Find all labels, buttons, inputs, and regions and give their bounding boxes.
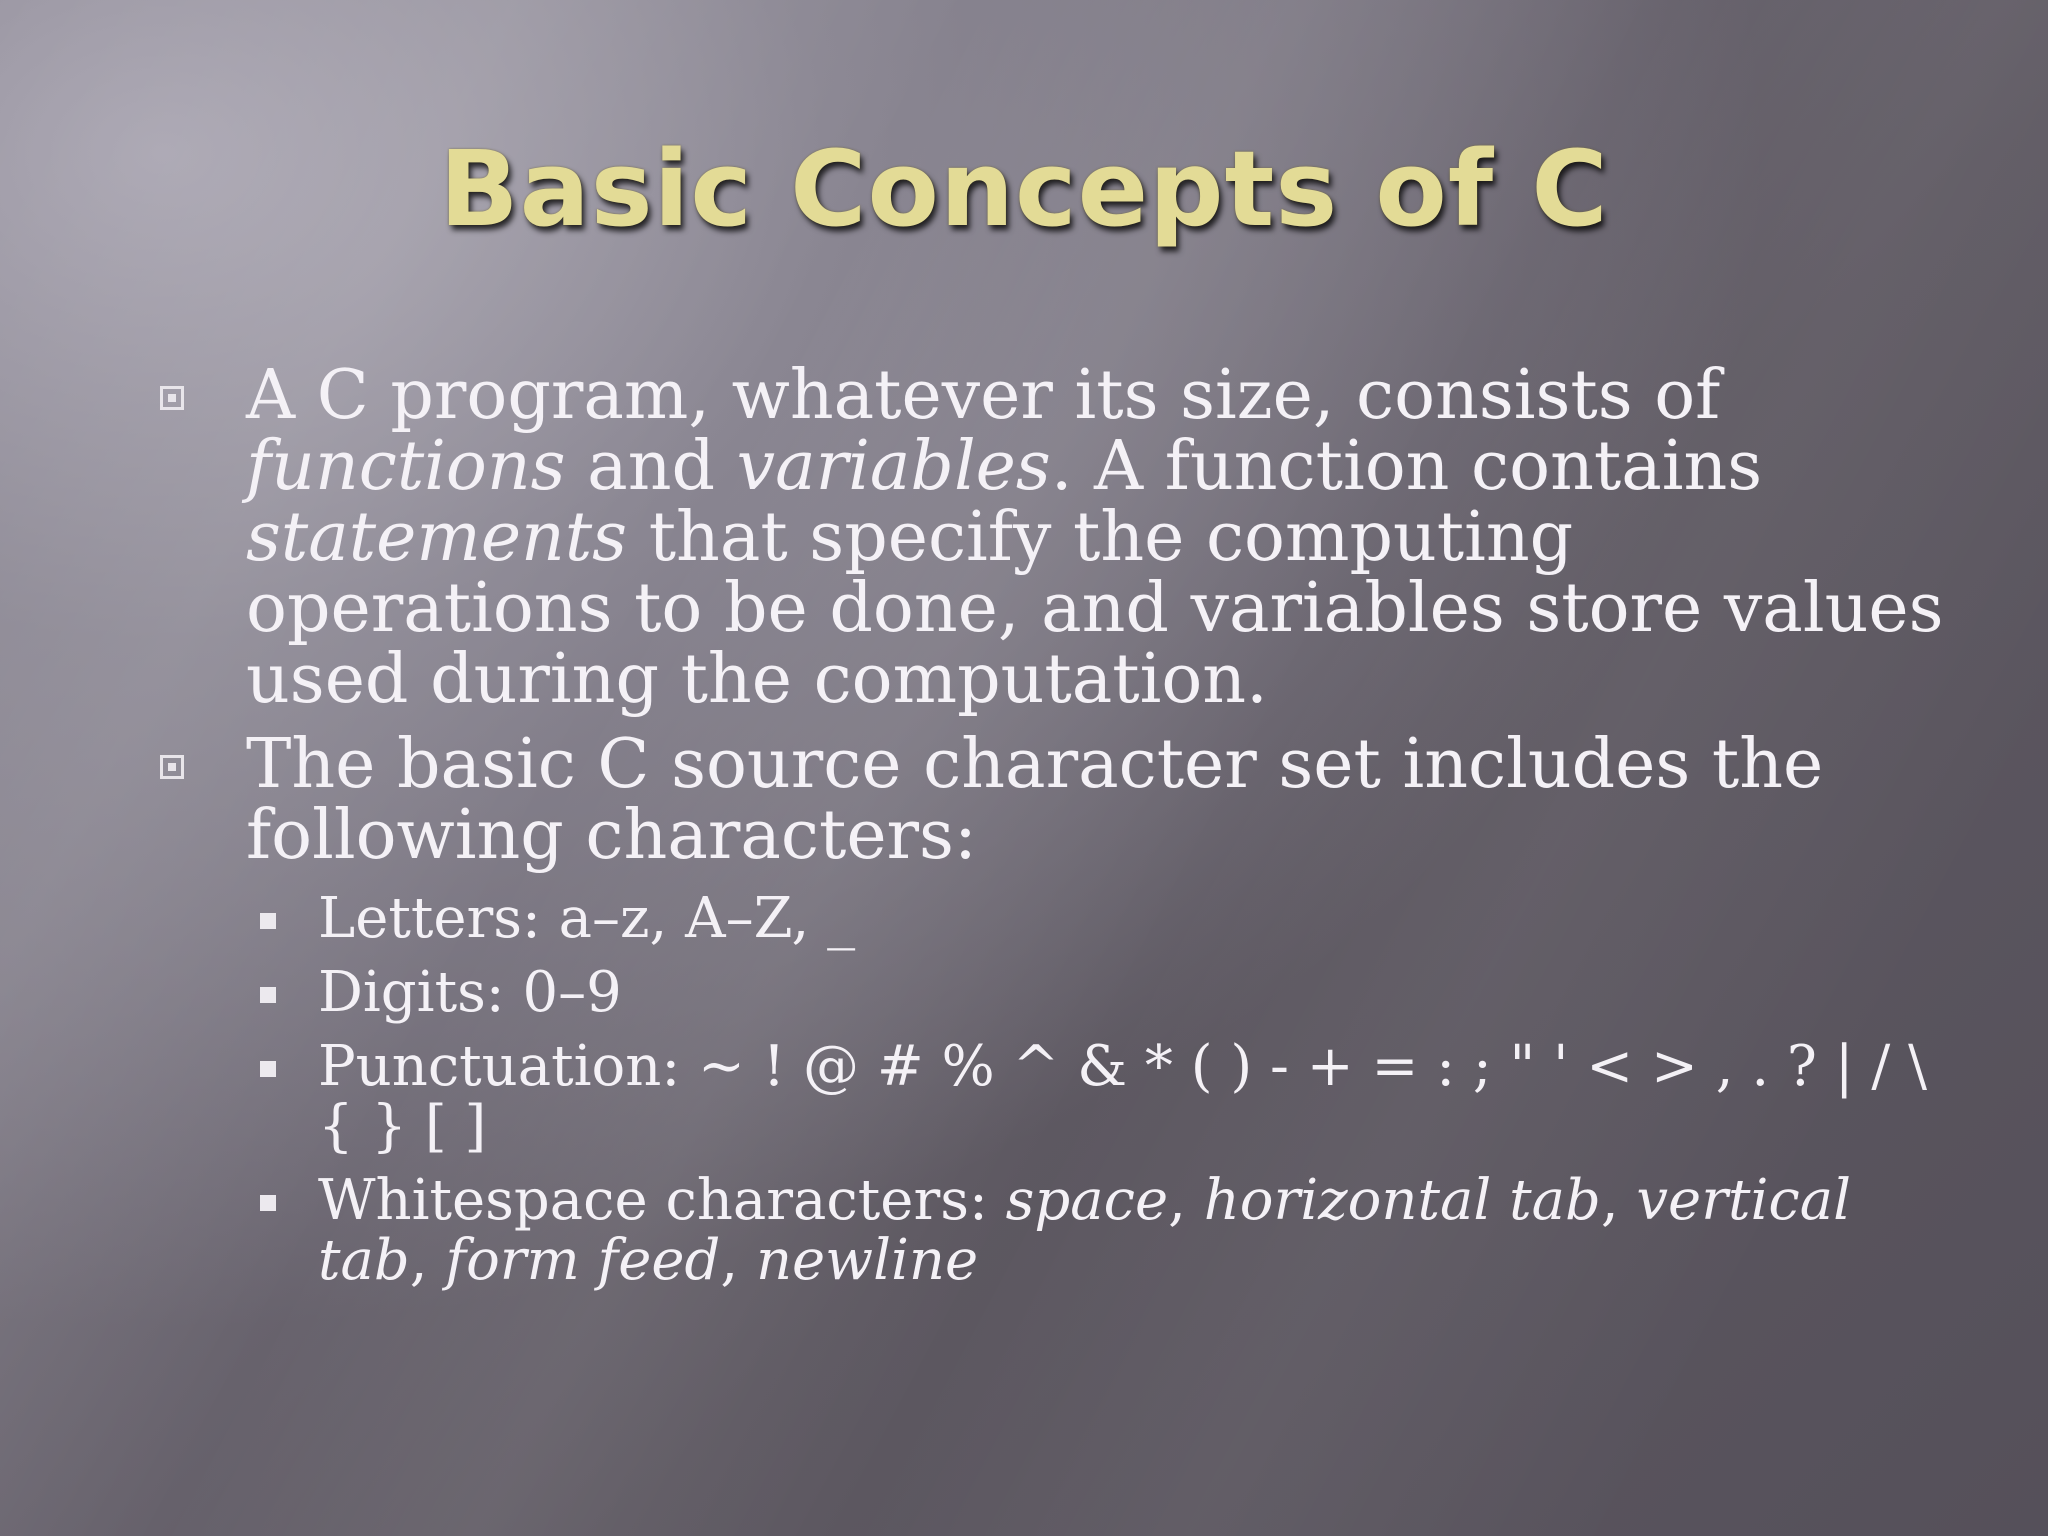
- italic-term: vertical tab: [318, 1168, 1852, 1293]
- italic-term-statements: statements: [246, 498, 628, 577]
- separator: ,: [1168, 1168, 1204, 1233]
- text-run: A C program, whatever its size, consists of: [246, 356, 1721, 435]
- separator: ,: [720, 1228, 756, 1293]
- sub-item-digits: [150, 960, 1950, 1025]
- text-run: that specify the computing operations to be done, and variables store values used during the computation.: [246, 498, 1944, 719]
- bullet-item-c-program: [150, 356, 1950, 719]
- sub-item-text: Digits: 0–9: [318, 960, 622, 1025]
- italic-term: space: [1005, 1168, 1169, 1233]
- separator: ,: [409, 1228, 446, 1293]
- separator: ,: [1600, 1168, 1637, 1233]
- sub-item-letters: [150, 886, 1950, 951]
- square-bullet-icon: [260, 1195, 276, 1211]
- sub-item-whitespace: [150, 1168, 1950, 1293]
- square-bullet-icon: [260, 1061, 276, 1077]
- sub-bullet-list: [150, 886, 1950, 1293]
- box-bullet-icon: [160, 386, 184, 410]
- text-run: Whitespace characters:: [318, 1168, 1006, 1233]
- bullet-item-character-set: [150, 725, 1950, 875]
- slide-title: Basic Concepts of C: [439, 128, 1609, 250]
- italic-term-variables: variables: [736, 427, 1051, 506]
- box-bullet-icon: [160, 755, 184, 779]
- square-bullet-icon: [260, 913, 276, 929]
- sub-item-text: [318, 1168, 1851, 1293]
- bullet-text: The basic C source character set includes the following characters:: [246, 725, 1824, 875]
- italic-term: horizontal tab: [1203, 1168, 1601, 1233]
- text-run: . A function contains: [1050, 427, 1763, 506]
- italic-term-functions: functions: [246, 427, 566, 506]
- sub-item-text: Letters: a–z, A–Z, _: [318, 886, 856, 951]
- text-run: and: [565, 427, 737, 506]
- italic-term: form feed: [445, 1228, 721, 1293]
- sub-item-punctuation: [150, 1034, 1950, 1159]
- sub-item-text: Punctuation: ~ ! @ # % ^ & * ( ) - + = : ; " ' < > , . ? | / \ { } [ ]: [318, 1034, 1927, 1159]
- slide-body: [150, 356, 1950, 1305]
- square-bullet-icon: [260, 987, 276, 1003]
- bullet-text: [246, 356, 1944, 719]
- italic-term: newline: [755, 1228, 979, 1293]
